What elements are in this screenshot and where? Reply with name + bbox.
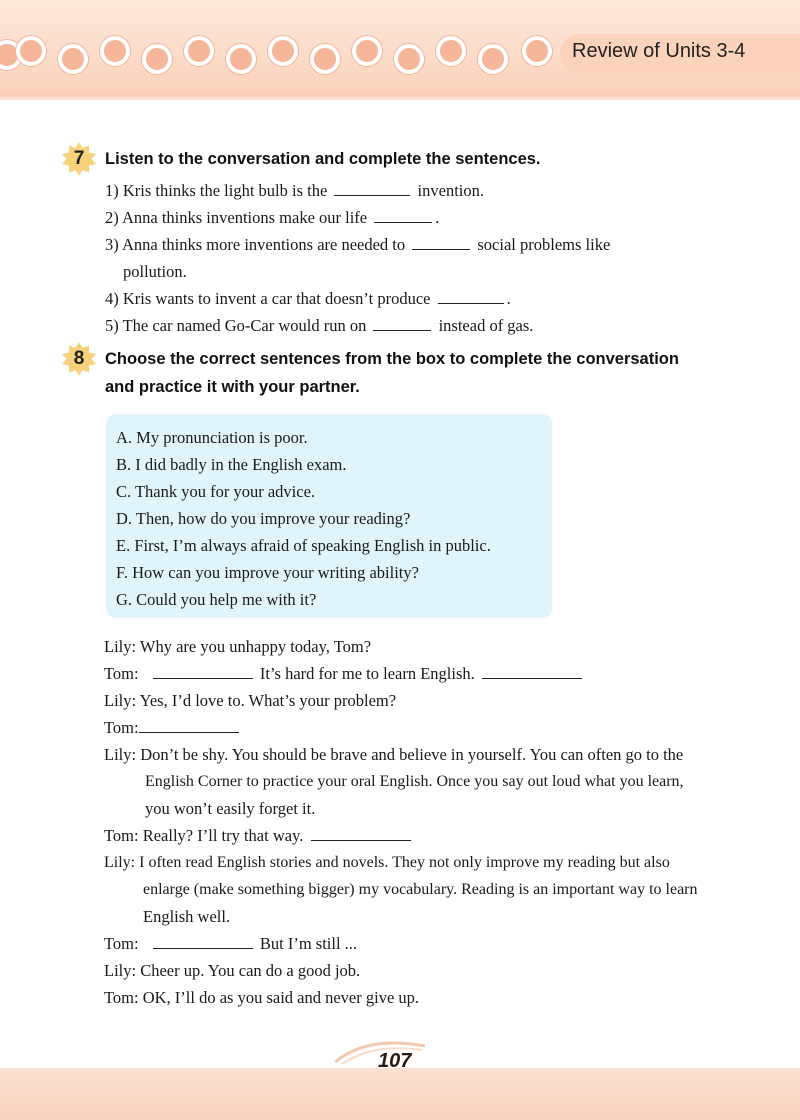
answer-blank[interactable]: [139, 718, 239, 733]
dialogue-line-9: Lily: I often read English stories and novels. They not only improve my reading but also: [104, 854, 670, 871]
answer-blank[interactable]: [153, 664, 253, 679]
dialogue-line-10: enlarge (make something bigger) my vocabulary. Reading is an important way to learn: [143, 881, 698, 898]
answer-blank[interactable]: [373, 316, 431, 331]
answer-blank[interactable]: [334, 181, 410, 196]
section-8-number: 8: [73, 348, 85, 369]
dialogue-line-3: Lily: Yes, I’d love to. What’s your problem?: [104, 691, 397, 710]
answer-blank[interactable]: [153, 934, 253, 949]
dialogue-line-7: you won’t easily forget it.: [145, 799, 316, 818]
dialogue-line-14: Tom: OK, I’ll do as you said and never give up.: [104, 988, 420, 1007]
option-c: C. Thank you for your advice.: [116, 482, 316, 501]
answer-blank[interactable]: [374, 208, 432, 223]
option-f: F. How can you improve your writing ability?: [116, 563, 419, 582]
section-8-title-line2: and practice it with your partner.: [105, 378, 360, 396]
dialogue-line-5: Lily: Don’t be shy. You should be brave and believe in yourself. You can often go to the: [104, 745, 684, 764]
section-8-title-line1: Choose the correct sentences from the box to complete the conversation: [105, 350, 679, 368]
answer-blank[interactable]: [311, 826, 411, 841]
section-8-badge: [62, 342, 96, 376]
s7-item-2: 2) Anna thinks inventions make our life .: [105, 208, 440, 227]
s7-item-4: 4) Kris wants to invent a car that doesn’t produce .: [105, 289, 511, 308]
answer-blank[interactable]: [482, 664, 582, 679]
dialogue-line-13: Lily: Cheer up. You can do a good job.: [104, 961, 361, 980]
answer-blank[interactable]: [412, 235, 470, 250]
dialogue-line-6: English Corner to practice your oral English. Once you say out loud what you learn,: [145, 773, 684, 790]
footer-band: [0, 1068, 800, 1120]
dialogue-line-11: English well.: [143, 907, 231, 926]
option-d: D. Then, how do you improve your reading?: [116, 509, 411, 528]
page-header-title: Review of Units 3-4: [572, 40, 746, 62]
option-e: E. First, I’m always afraid of speaking English in public.: [116, 536, 491, 555]
s7-item-3: 3) Anna thinks more inventions are needed to social problems like: [105, 235, 611, 254]
s7-item-3-cont: pollution.: [123, 262, 187, 281]
section-7-number: 7: [73, 148, 85, 169]
s7-item-1: 1) Kris thinks the light bulb is the invention.: [105, 181, 484, 200]
dialogue-line-8: Tom: Really? I’ll try that way.: [104, 825, 414, 847]
decorative-circles: [0, 36, 560, 76]
option-b: B. I did badly in the English exam.: [116, 455, 347, 474]
section-7-title: Listen to the conversation and complete the sentences.: [105, 150, 541, 168]
dialogue-line-4: Tom:: [104, 717, 242, 739]
dialogue-line-1: Lily: Why are you unhappy today, Tom?: [104, 637, 372, 656]
section-7-badge: [62, 142, 96, 176]
option-a: A. My pronunciation is poor.: [116, 428, 308, 447]
option-g: G. Could you help me with it?: [116, 590, 317, 609]
s7-item-5: 5) The car named Go-Car would run on instead of gas.: [105, 316, 534, 335]
dialogue-line-2: Tom: It’s hard for me to learn English.: [104, 663, 585, 685]
answer-blank[interactable]: [438, 289, 504, 304]
dialogue-line-12: Tom: But I’m still ...: [104, 934, 358, 953]
page-number: 107: [378, 1050, 412, 1072]
